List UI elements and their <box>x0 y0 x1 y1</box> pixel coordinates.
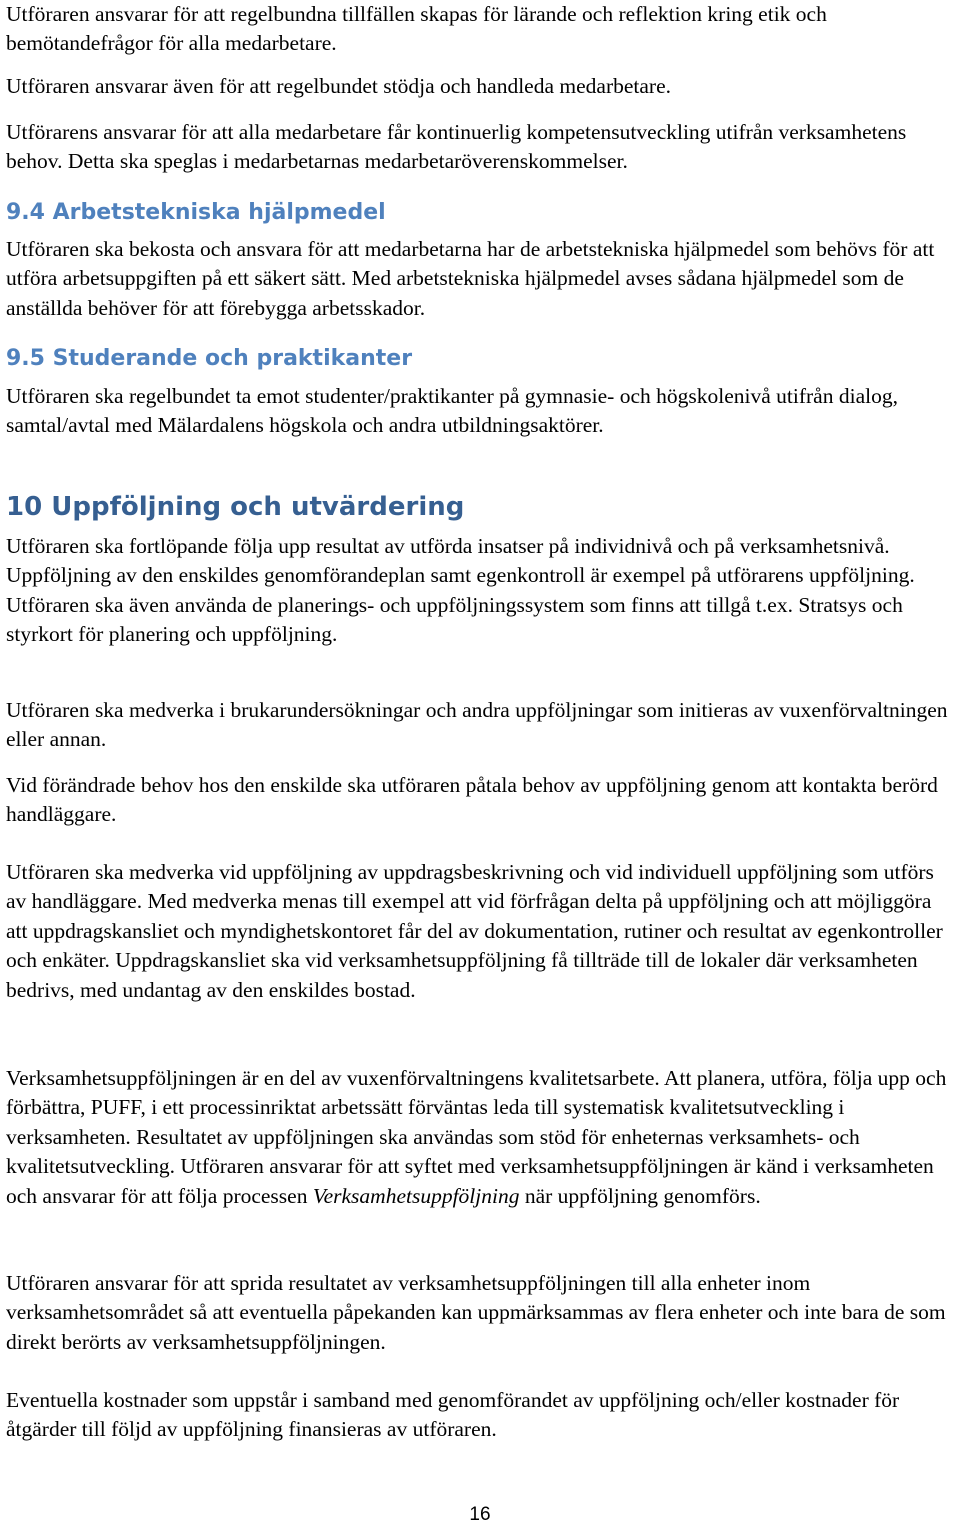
quality-work-process-name: Verksamhetsuppföljning <box>312 1183 520 1208</box>
paragraph-9-4: Utföraren ska bekosta och ansvara för att medarbetarna har de arbetstekniska hjälpmedel som behövs för att utföra arbetsuppgiften på ett säkert sätt. Med arbetstekniska hjälpmedel avses sådana hjälpmedel som de anställda behöver för att förebygga arbetsskador. <box>6 237 935 320</box>
paragraph-9-5: Utföraren ska regelbundet ta emot studenter/praktikanter på gymnasie- och högskolenivå utifrån dialog, samtal/avtal med Mälardalens högskola och andra utbildningsaktörer. <box>6 384 898 438</box>
paragraph-10-quality-work <box>6 1064 956 1211</box>
intro-paragraph-support: Utföraren ansvarar även för att regelbundet stödja och handleda medarbetare. <box>6 74 671 98</box>
paragraph-10-participation: Utföraren ska medverka vid uppföljning av uppdragsbeskrivning och vid individuell uppföljning som utförs av handläggare. Med medverka menas till exempel att vid förfrågan delta på uppföljning och att möjliggöra att uppdragskansliet och myndighetskontoret får del av dokumentation, rutiner och resultat av egenkontroller och enkäter. Uppdragskansliet ska vid verksamhetsuppföljning få tillträde till de lokaler där verksamheten bedrivs, med undantag av den enskildes bostad. <box>6 860 943 1002</box>
quality-work-text-end: när uppföljning genomförs. <box>519 1183 761 1208</box>
heading-9-5: 9.5 Studerande och praktikanter <box>6 346 413 371</box>
heading-9-4: 9.4 Arbetstekniska hjälpmedel <box>6 200 386 225</box>
paragraph-10-costs: Eventuella kostnader som uppstår i samband med genomförandet av uppföljning och/eller kostnader för åtgärder till följd av uppföljning finansieras av utföraren. <box>6 1388 900 1442</box>
paragraph-10-surveys: Utföraren ska medverka i brukarundersökningar och andra uppföljningar som initieras av vuxenförvaltningen eller annan. <box>6 698 948 752</box>
heading-10: 10 Uppföljning och utvärdering <box>6 492 465 522</box>
intro-paragraph-competence: Utförarens ansvarar för att alla medarbetare får kontinuerlig kompetensutveckling utifrån verksamhetens behov. Detta ska speglas i medarbetarnas medarbetaröverenskommelser. <box>6 120 907 174</box>
quality-work-text-start: Verksamhetsuppföljningen är en del av vuxenförvaltningens kvalitetsarbete. Att planera, utföra, följa upp och förbättra, PUFF, i ett processinriktat arbetssätt förväntas leda till systematisk kvalitetsutveckling i verksamheten. Resultatet av uppföljningen ska användas som stöd för enheternas verksamhets- och kvalitetsutveckling. Utföraren ansvarar för att syftet med verksamhetsuppföljningen är känd i verksamheten och ansvarar för att följa processen <box>6 1066 947 1208</box>
paragraph-10-changed-needs: Vid förändrade behov hos den enskilde ska utföraren påtala behov av uppföljning genom att kontakta berörd handläggare. <box>6 773 938 827</box>
paragraph-10-followup: Utföraren ska fortlöpande följa upp resultat av utförda insatser på individnivå och på verksamhetsnivå. Uppföljning av den enskildes genomförandeplan samt egenkontroll är exempel på utförarens uppföljning. Utföraren ska även använda de planerings- och uppföljningssystem som finns att tillgå t.ex. Stratsys och styrkort för planering och uppföljning. <box>6 534 915 647</box>
page-number: 16 <box>469 1504 491 1525</box>
intro-paragraph-ethics: Utföraren ansvarar för att regelbundna tillfällen skapas för lärande och reflektion kring etik och bemötandefrågor för alla medarbetare. <box>6 2 827 56</box>
paragraph-10-spread-results: Utföraren ansvarar för att sprida resultatet av verksamhetsuppföljningen till alla enheter inom verksamhetsområdet så att eventuella påpekanden kan uppmärksammas av flera enheter och inte bara de som direkt berörts av verksamhetsuppföljningen. <box>6 1271 946 1354</box>
